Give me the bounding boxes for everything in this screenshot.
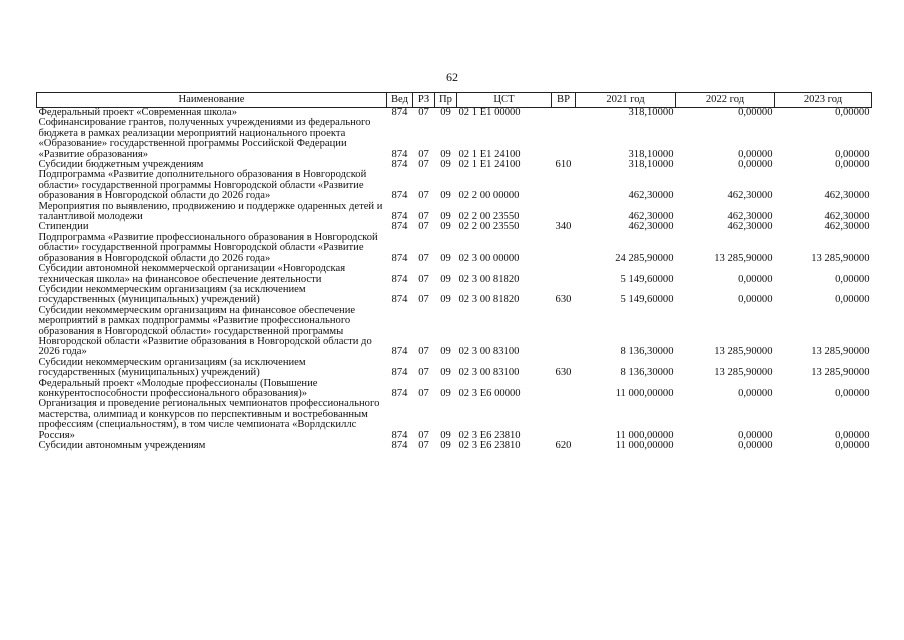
table-row xyxy=(37,233,872,264)
row-rz: 07 xyxy=(418,148,429,160)
row-ved: 874 xyxy=(391,190,408,202)
row-amount-2022: 0,00000 xyxy=(738,440,773,451)
row-cst: 02 3 00 00000 xyxy=(458,252,520,264)
row-amount-2021: 5 149,60000 xyxy=(620,273,674,285)
row-pr: 09 xyxy=(440,294,451,306)
row-vr xyxy=(552,379,576,400)
row-pr: 09 xyxy=(440,211,451,223)
row-ved: 874 xyxy=(391,221,408,233)
row-vr: 630 xyxy=(555,294,572,306)
row-cst: 02 3 00 81820 xyxy=(458,273,520,285)
row-cst: 02 1 E1 24100 xyxy=(458,159,521,171)
row-cst: 02 2 00 00000 xyxy=(458,190,520,202)
row-ved: 874 xyxy=(391,429,408,441)
row-amount-2021: 11 000,00000 xyxy=(615,429,674,441)
row-amount-2021: 8 136,30000 xyxy=(620,367,674,379)
row-pr: 09 xyxy=(440,387,451,399)
row-name: Субсидии некоммерческим организациям (за исключением государственных (муниципальных) учреждений) xyxy=(38,356,306,379)
row-ved: 874 xyxy=(391,107,408,118)
row-amount-2021: 318,10000 xyxy=(628,159,674,171)
table-row xyxy=(37,202,872,223)
row-amount-2021: 462,30000 xyxy=(628,211,674,223)
table-header-row xyxy=(37,93,872,108)
row-ved: 874 xyxy=(391,273,408,285)
budget-table xyxy=(36,92,872,451)
table-row xyxy=(37,118,872,160)
row-ved: 874 xyxy=(391,252,408,264)
row-rz: 07 xyxy=(418,159,429,171)
row-vr xyxy=(552,108,576,119)
row-amount-2021: 11 000,00000 xyxy=(615,440,674,451)
row-rz: 07 xyxy=(418,367,429,379)
row-rz: 07 xyxy=(418,440,429,451)
row-amount-2023: 0,00000 xyxy=(835,440,870,451)
row-pr: 09 xyxy=(440,429,451,441)
row-amount-2022: 462,30000 xyxy=(727,190,773,202)
row-pr: 09 xyxy=(440,190,451,202)
row-amount-2021: 11 000,00000 xyxy=(615,387,674,399)
row-vr: 630 xyxy=(555,367,572,379)
row-vr xyxy=(552,170,576,201)
row-amount-2023: 0,00000 xyxy=(835,148,870,160)
row-name: Субсидии автономным учреждениям xyxy=(38,440,206,451)
row-amount-2021: 8 136,30000 xyxy=(620,346,674,358)
header-vr: ВР xyxy=(552,93,576,108)
row-amount-2023: 462,30000 xyxy=(824,221,870,233)
row-name: Федеральный проект «Молодые профессионалы (Повышение конкурентоспособности профессионального образования)» xyxy=(38,377,318,399)
row-pr: 09 xyxy=(440,148,451,160)
row-cst: 02 1 E1 24100 xyxy=(458,148,521,160)
row-vr xyxy=(552,399,576,441)
row-ved: 874 xyxy=(391,387,408,399)
row-vr: 610 xyxy=(555,159,572,171)
row-amount-2021: 462,30000 xyxy=(628,221,674,233)
row-vr xyxy=(552,202,576,223)
row-amount-2023: 0,00000 xyxy=(835,159,870,171)
row-rz: 07 xyxy=(418,294,429,306)
row-vr xyxy=(552,233,576,264)
row-amount-2022: 0,00000 xyxy=(738,107,773,118)
row-name: Подпрограмма «Развитие дополнительного образования в Новгородской области» государственной программы Новгородской области «Развитие образования в Новгородской области до 2026 года» xyxy=(38,169,367,202)
row-amount-2023: 13 285,90000 xyxy=(811,346,870,358)
row-amount-2023: 0,00000 xyxy=(835,294,870,306)
row-name: Организация и проведение региональных чемпионатов профессионального мастерства, олимпиад и конкурсов по перспективным и востребованным профессиям (специальностям), в том числе чемпионата «Ворлдскиллс Россия» xyxy=(38,398,380,441)
header-2022: 2022 год xyxy=(676,93,775,108)
row-amount-2023: 0,00000 xyxy=(835,107,870,118)
table-row xyxy=(37,264,872,285)
header-pr: Пр xyxy=(435,93,457,108)
row-amount-2023: 0,00000 xyxy=(835,273,870,285)
row-pr: 09 xyxy=(440,273,451,285)
row-amount-2021: 318,10000 xyxy=(628,148,674,160)
row-amount-2021: 462,30000 xyxy=(628,190,674,202)
row-name: Подпрограмма «Развитие профессионального образования в Новгородской области» государственной программы Новгородской области «Развитие образования в Новгородской области до 2026 года» xyxy=(38,231,378,264)
row-pr: 09 xyxy=(440,252,451,264)
row-cst: 02 1 E1 00000 xyxy=(458,107,521,118)
row-pr: 09 xyxy=(440,107,451,118)
row-ved: 874 xyxy=(391,346,408,358)
row-amount-2022: 0,00000 xyxy=(738,387,773,399)
row-ved: 874 xyxy=(391,367,408,379)
row-rz: 07 xyxy=(418,346,429,358)
row-cst: 02 3 E6 23810 xyxy=(458,429,521,441)
row-amount-2023: 13 285,90000 xyxy=(811,252,870,264)
row-ved: 874 xyxy=(391,440,408,451)
row-cst: 02 3 00 81820 xyxy=(458,294,520,306)
row-cst: 02 2 00 23550 xyxy=(458,221,520,233)
table-row xyxy=(37,441,872,451)
row-name: Федеральный проект «Современная школа» xyxy=(38,107,238,118)
row-amount-2022: 0,00000 xyxy=(738,294,773,306)
row-amount-2022: 462,30000 xyxy=(727,211,773,223)
row-cst: 02 3 E6 00000 xyxy=(458,387,521,399)
row-vr: 620 xyxy=(555,440,572,451)
row-amount-2021: 5 149,60000 xyxy=(620,294,674,306)
row-amount-2023: 0,00000 xyxy=(835,387,870,399)
row-rz: 07 xyxy=(418,190,429,202)
row-rz: 07 xyxy=(418,221,429,233)
header-2023: 2023 год xyxy=(775,93,872,108)
table-row xyxy=(37,358,872,379)
page-number: 62 xyxy=(446,70,458,84)
header-rz: РЗ xyxy=(413,93,435,108)
row-pr: 09 xyxy=(440,159,451,171)
row-amount-2022: 0,00000 xyxy=(738,148,773,160)
row-amount-2023: 462,30000 xyxy=(824,190,870,202)
table-row xyxy=(37,399,872,441)
row-ved: 874 xyxy=(391,148,408,160)
row-pr: 09 xyxy=(440,440,451,451)
table-row xyxy=(37,170,872,201)
row-name: Субсидии бюджетным учреждениям xyxy=(38,159,204,171)
row-name: Субсидии некоммерческим организациям на финансовое обеспечение мероприятий в рамках подпрограммы «Развитие профессионального образования в Новгородской области» государственной программы Новгородской области «Развитие образования в Новгородской области до 2026 года» xyxy=(38,304,372,358)
header-name: Наименование xyxy=(37,93,387,108)
row-amount-2023: 0,00000 xyxy=(835,429,870,441)
row-amount-2021: 318,10000 xyxy=(628,107,674,118)
row-amount-2023: 462,30000 xyxy=(824,211,870,223)
row-name: Мероприятия по выявлению, продвижению и поддержке одаренных детей и талантливой молодежи xyxy=(38,200,383,223)
row-ved: 874 xyxy=(391,294,408,306)
row-pr: 09 xyxy=(440,221,451,233)
row-amount-2022: 0,00000 xyxy=(738,429,773,441)
row-cst: 02 2 00 23550 xyxy=(458,211,520,223)
row-vr xyxy=(552,118,576,160)
row-amount-2022: 0,00000 xyxy=(738,159,773,171)
row-rz: 07 xyxy=(418,429,429,441)
header-2021: 2021 год xyxy=(576,93,676,108)
row-amount-2022: 13 285,90000 xyxy=(714,367,773,379)
row-amount-2021: 24 285,90000 xyxy=(615,252,674,264)
row-name: Софинансирование грантов, полученных учреждениями из федерального бюджета в рамках реализации мероприятий национального проекта «Образование» государственной программы Российской Федерации «Развитие образования» xyxy=(38,117,371,160)
table-row xyxy=(37,306,872,358)
row-vr xyxy=(552,306,576,358)
row-ved: 874 xyxy=(391,159,408,171)
table-row xyxy=(37,285,872,306)
row-cst: 02 3 E6 23810 xyxy=(458,440,521,451)
header-cst: ЦСТ xyxy=(457,93,552,108)
row-amount-2023: 13 285,90000 xyxy=(811,367,870,379)
row-name: Стипендии xyxy=(38,221,89,233)
table-row xyxy=(37,379,872,400)
row-amount-2022: 13 285,90000 xyxy=(714,346,773,358)
row-ved: 874 xyxy=(391,211,408,223)
row-rz: 07 xyxy=(418,387,429,399)
row-rz: 07 xyxy=(418,273,429,285)
row-vr: 340 xyxy=(555,221,572,233)
row-rz: 07 xyxy=(418,211,429,223)
row-cst: 02 3 00 83100 xyxy=(458,346,520,358)
row-pr: 09 xyxy=(440,346,451,358)
row-vr xyxy=(552,264,576,285)
row-amount-2022: 13 285,90000 xyxy=(714,252,773,264)
row-name: Субсидии некоммерческим организациям (за исключением государственных (муниципальных) учреждений) xyxy=(38,283,306,306)
row-amount-2022: 462,30000 xyxy=(727,221,773,233)
row-rz: 07 xyxy=(418,107,429,118)
row-pr: 09 xyxy=(440,367,451,379)
row-name: Субсидии автономной некоммерческой организации «Новгородская техническая школа» на финансовое обеспечение деятельности xyxy=(38,263,346,285)
row-cst: 02 3 00 83100 xyxy=(458,367,520,379)
header-ved: Вед xyxy=(387,93,413,108)
row-amount-2022: 0,00000 xyxy=(738,273,773,285)
row-rz: 07 xyxy=(418,252,429,264)
